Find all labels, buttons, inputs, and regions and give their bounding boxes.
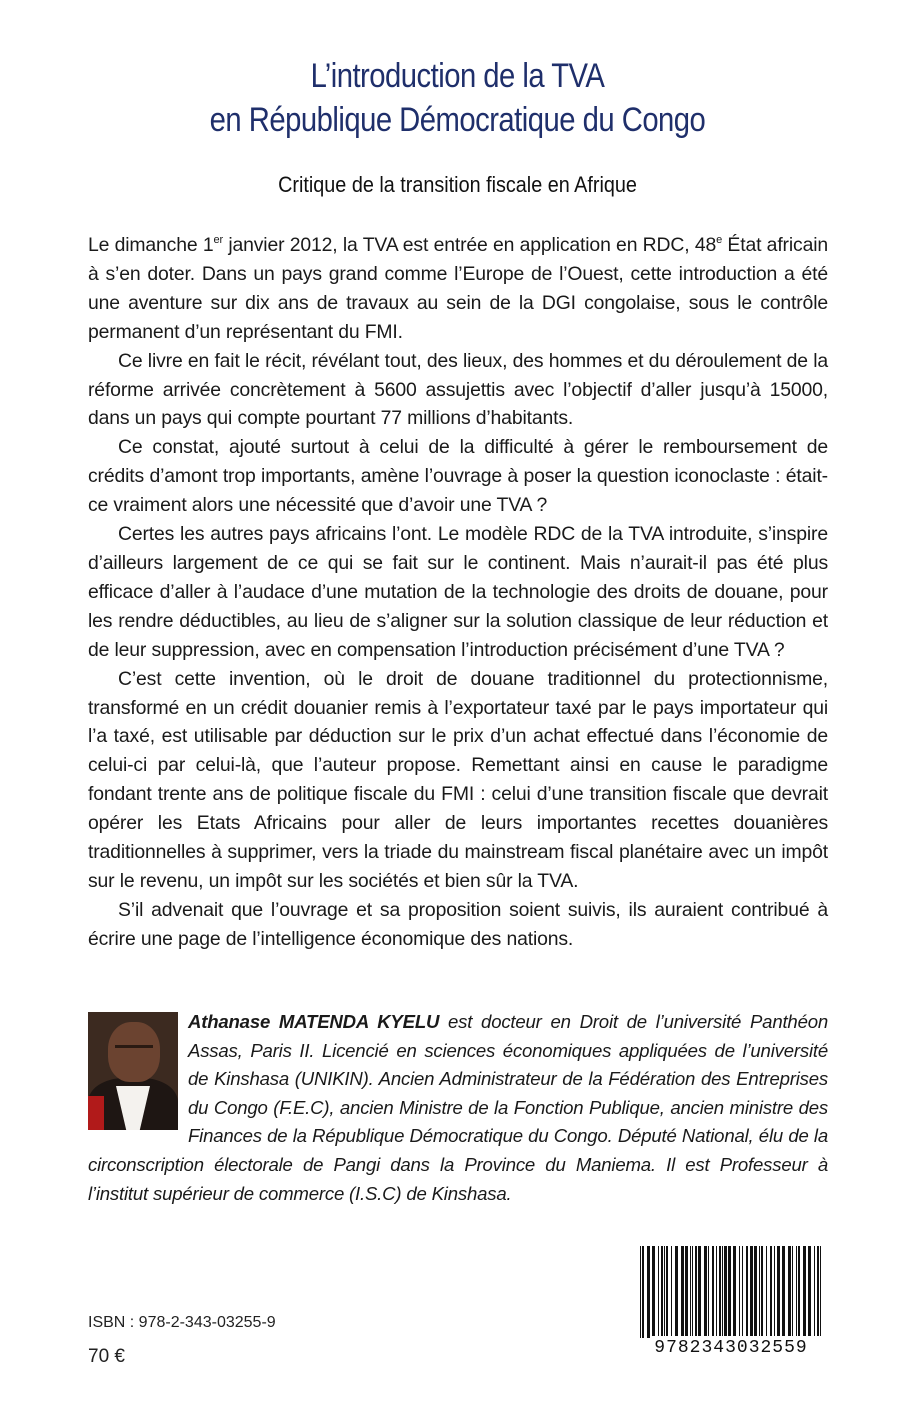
author-photo <box>88 1012 178 1130</box>
isbn: ISBN : 978-2-343-03255-9 <box>88 1314 276 1331</box>
superscript: er <box>213 234 223 246</box>
summary-paragraph-1 <box>88 231 828 347</box>
summary-paragraph-4: Certes les autres pays africains l’ont. Le modèle RDC de la TVA introduite, s’inspire d’ailleurs largement de ce qui se fait sur le continent. Mais n’aurait-il pas été plus efficace d’aller à l’audace d’une mutation de la technologie des droits de douane, pour les rendre déductibles, au lieu de s’aligner sur la solution classique de leur réduction et de leur suppression, avec en compensation l’introduction précisément d’une TVA ? <box>88 523 828 661</box>
summary-paragraph-6: S’il advenait que l’ouvrage et sa proposition soient suivis, ils auraient contribué à écrire une page de l’intelligence économique des nations. <box>88 898 828 950</box>
book-title <box>64 54 851 142</box>
barcode <box>636 1246 826 1358</box>
summary-text: Le dimanche 1 <box>88 234 214 256</box>
barcode-number: 9782343032559 <box>636 1338 826 1358</box>
book-title-line-1: L’introduction de la TVA <box>310 57 605 95</box>
summary-paragraph-5: C’est cette invention, où le droit de douane traditionnel du protectionnisme, transformé en un crédit douanier remis à l’exportateur taxé par le pays importateur qui l’a taxé, est utilisable par déduction sur le prix d’un achat effectué dans l’économie de celui-ci par celui-là, que l’auteur propose. Remettant ainsi en cause le paradigme fondant trente ans de politique fiscale du FMI : celui d’une transition fiscale que devrait opérer les Etats Africains pour aller de leurs importantes recettes douanières traditionnelles à supprimer, vers la triade du mainstream fiscal planétaire avec un impôt sur le revenu, un impôt sur les sociétés et bien sûr la TVA. <box>88 667 828 892</box>
summary-text: janvier 2012, la TVA est entrée en application en RDC, 48 <box>222 234 717 256</box>
author-bio <box>88 1008 828 1208</box>
summary-text: État africain à s’en doter. Dans un pays grand comme l’Europe de l’Ouest, cette introduction a été une aventure sur dix ans de travaux au sein de la DGI congolaise, sous le contrôle permanent d’un représentant du FMI. <box>88 234 828 343</box>
back-cover-summary <box>88 231 828 954</box>
summary-paragraph-2: Ce livre en fait le récit, révélant tout, des lieux, des hommes et du déroulement de la réforme arrivée concrètement à 5600 assujettis avec l’objectif d’aller jusqu’à 15000, dans un pays qui compte pourtant 77 millions d’habitants. <box>88 349 828 430</box>
superscript: e <box>716 234 723 246</box>
barcode-bars <box>636 1246 826 1342</box>
book-title-line-2: en République Démocratique du Congo <box>209 101 706 139</box>
price: 70 € <box>88 1346 125 1367</box>
author-bio-text: est docteur en Droit de l’université Panthéon Assas, Paris II. Licencié en sciences économiques appliquées de l’université de Kinshasa (UNIKIN). Ancien Administrateur de la Fédération des Entreprises du Congo (F.E.C), ancien Ministre de la Fonction Publique, ancien ministre des Finances de la République Démocratique du Congo. Député National, élu de la circonscription électorale de Pangi dans la Province du Maniema. Il est Professeur à l’institut supérieur de commerce (I.S.C) de Kinshasa. <box>88 1011 828 1204</box>
summary-paragraph-3: Ce constat, ajouté surtout à celui de la difficulté à gérer le remboursement de crédits d’amont trop importants, amène l’ouvrage à poser la question iconoclaste : était-ce vraiment alors une nécessité que d’avoir une TVA ? <box>88 436 828 517</box>
author-name: Athanase MATENDA KYELU <box>188 1011 440 1032</box>
book-subtitle: Critique de la transition fiscale en Afrique <box>278 172 637 197</box>
